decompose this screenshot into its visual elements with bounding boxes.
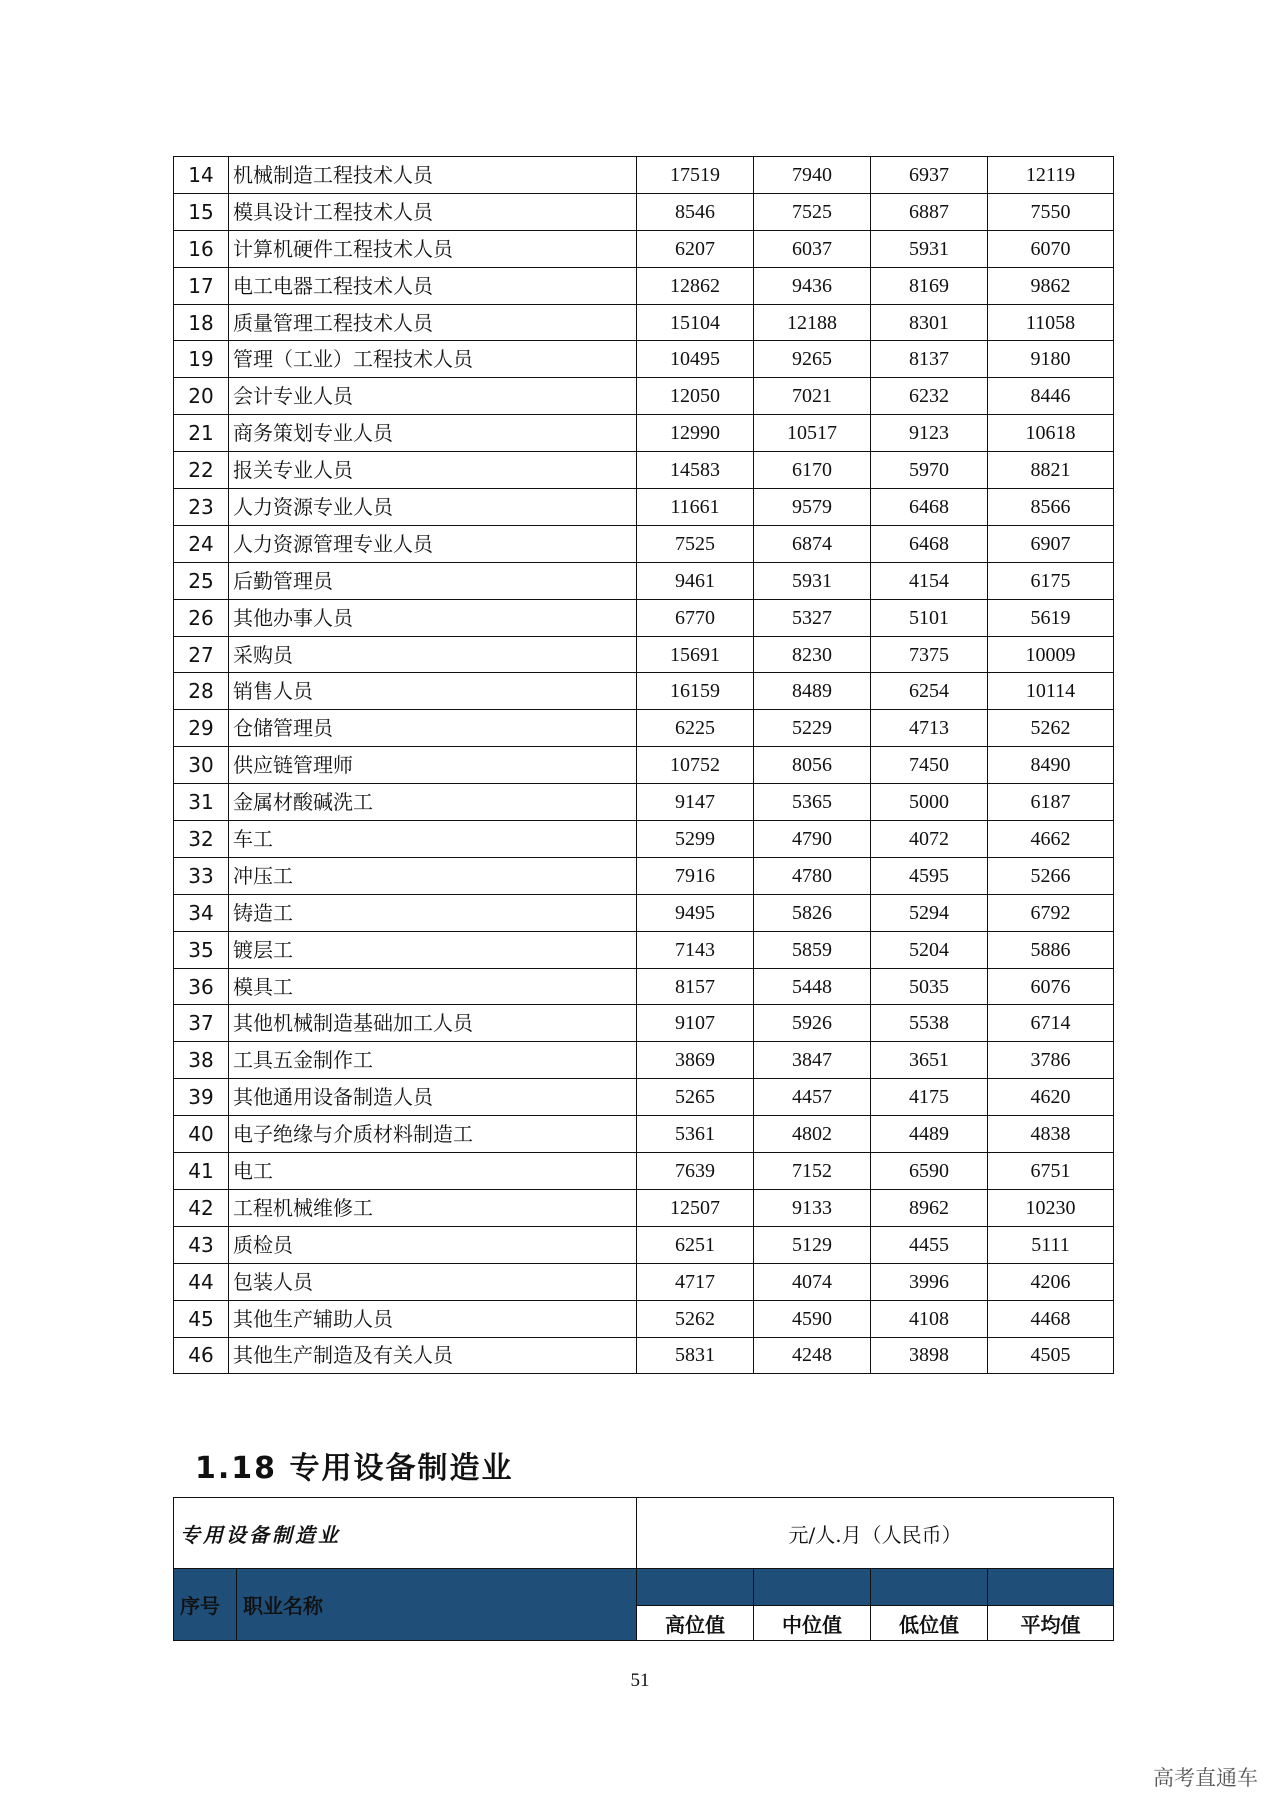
cell-high: 6251	[637, 1226, 754, 1263]
cell-name: 其他生产辅助人员	[229, 1300, 637, 1337]
cell-avg: 6175	[988, 562, 1114, 599]
table-row	[174, 1153, 1114, 1190]
cell-avg: 4662	[988, 821, 1114, 858]
cell-low: 4175	[871, 1079, 988, 1116]
cell-median: 5129	[754, 1226, 871, 1263]
cell-high: 12050	[637, 378, 754, 415]
cell-no: 27	[174, 636, 229, 673]
cell-low: 4455	[871, 1226, 988, 1263]
cell-avg: 6070	[988, 230, 1114, 267]
cell-low: 3898	[871, 1337, 988, 1374]
table-row	[174, 1300, 1114, 1337]
watermark: 高考直通车	[1153, 1766, 1258, 1790]
col-header-band	[754, 1569, 871, 1606]
cell-name: 工具五金制作工	[229, 1042, 637, 1079]
cell-low: 5931	[871, 230, 988, 267]
cell-low: 8962	[871, 1189, 988, 1226]
cell-avg: 9862	[988, 267, 1114, 304]
column-header-row	[174, 1569, 1114, 1606]
cell-avg: 4505	[988, 1337, 1114, 1374]
cell-avg: 4838	[988, 1116, 1114, 1153]
cell-no: 20	[174, 378, 229, 415]
col-header-band	[871, 1569, 988, 1606]
col-header-low: 低位值	[871, 1606, 988, 1641]
cell-avg: 8490	[988, 747, 1114, 784]
cell-high: 5262	[637, 1300, 754, 1337]
cell-median: 9265	[754, 341, 871, 378]
col-header-band	[637, 1569, 754, 1606]
cell-high: 12507	[637, 1189, 754, 1226]
wage-table	[173, 156, 1114, 1374]
cell-name: 销售人员	[229, 673, 637, 710]
cell-high: 12862	[637, 267, 754, 304]
cell-high: 10752	[637, 747, 754, 784]
cell-no: 25	[174, 562, 229, 599]
cell-median: 7021	[754, 378, 871, 415]
table-row	[174, 968, 1114, 1005]
cell-low: 6887	[871, 193, 988, 230]
cell-median: 9436	[754, 267, 871, 304]
table-row	[174, 267, 1114, 304]
cell-median: 4457	[754, 1079, 871, 1116]
cell-high: 8546	[637, 193, 754, 230]
cell-low: 4072	[871, 821, 988, 858]
col-header-avg: 平均值	[988, 1606, 1114, 1641]
cell-no: 39	[174, 1079, 229, 1116]
cell-median: 8489	[754, 673, 871, 710]
cell-no: 29	[174, 710, 229, 747]
cell-name: 后勤管理员	[229, 562, 637, 599]
cell-high: 6770	[637, 599, 754, 636]
cell-name: 机械制造工程技术人员	[229, 157, 637, 194]
cell-no: 34	[174, 894, 229, 931]
cell-name: 铸造工	[229, 894, 637, 931]
table-row	[174, 784, 1114, 821]
cell-median: 6170	[754, 452, 871, 489]
cell-high: 5265	[637, 1079, 754, 1116]
cell-high: 16159	[637, 673, 754, 710]
table-row	[174, 415, 1114, 452]
cell-low: 5000	[871, 784, 988, 821]
cell-avg: 7550	[988, 193, 1114, 230]
cell-no: 17	[174, 267, 229, 304]
cell-median: 5859	[754, 931, 871, 968]
cell-avg: 4620	[988, 1079, 1114, 1116]
table-row	[174, 452, 1114, 489]
cell-no: 28	[174, 673, 229, 710]
cell-median: 12188	[754, 304, 871, 341]
table-row	[174, 341, 1114, 378]
cell-low: 8301	[871, 304, 988, 341]
cell-high: 9495	[637, 894, 754, 931]
cell-name: 电工电器工程技术人员	[229, 267, 637, 304]
industry-label: 专用设备制造业	[174, 1498, 637, 1569]
table-row	[174, 525, 1114, 562]
cell-avg: 6907	[988, 525, 1114, 562]
cell-median: 5448	[754, 968, 871, 1005]
cell-avg: 10009	[988, 636, 1114, 673]
cell-high: 7525	[637, 525, 754, 562]
cell-median: 5229	[754, 710, 871, 747]
cell-no: 18	[174, 304, 229, 341]
cell-low: 3651	[871, 1042, 988, 1079]
cell-high: 7916	[637, 857, 754, 894]
cell-avg: 5619	[988, 599, 1114, 636]
cell-low: 6254	[871, 673, 988, 710]
table-row	[174, 636, 1114, 673]
cell-name: 包装人员	[229, 1263, 637, 1300]
table-row	[174, 821, 1114, 858]
table-row	[174, 157, 1114, 194]
cell-median: 7152	[754, 1153, 871, 1190]
table-row	[174, 562, 1114, 599]
cell-avg: 8446	[988, 378, 1114, 415]
cell-median: 7525	[754, 193, 871, 230]
cell-name: 管理（工业）工程技术人员	[229, 341, 637, 378]
cell-low: 5101	[871, 599, 988, 636]
cell-no: 31	[174, 784, 229, 821]
industry-row	[174, 1498, 1114, 1569]
cell-high: 5361	[637, 1116, 754, 1153]
cell-low: 4713	[871, 710, 988, 747]
cell-high: 9147	[637, 784, 754, 821]
cell-no: 21	[174, 415, 229, 452]
cell-low: 6468	[871, 525, 988, 562]
cell-name: 商务策划专业人员	[229, 415, 637, 452]
cell-high: 15691	[637, 636, 754, 673]
cell-high: 7639	[637, 1153, 754, 1190]
cell-median: 4248	[754, 1337, 871, 1374]
cell-avg: 5262	[988, 710, 1114, 747]
cell-avg: 3786	[988, 1042, 1114, 1079]
cell-avg: 4206	[988, 1263, 1114, 1300]
cell-avg: 6187	[988, 784, 1114, 821]
cell-high: 4717	[637, 1263, 754, 1300]
cell-no: 37	[174, 1005, 229, 1042]
col-header-high: 高位值	[637, 1606, 754, 1641]
cell-low: 5970	[871, 452, 988, 489]
cell-name: 仓储管理员	[229, 710, 637, 747]
cell-no: 45	[174, 1300, 229, 1337]
cell-low: 6590	[871, 1153, 988, 1190]
cell-high: 5299	[637, 821, 754, 858]
cell-median: 7940	[754, 157, 871, 194]
cell-no: 44	[174, 1263, 229, 1300]
cell-avg: 4468	[988, 1300, 1114, 1337]
cell-median: 10517	[754, 415, 871, 452]
cell-no: 16	[174, 230, 229, 267]
cell-name: 模具设计工程技术人员	[229, 193, 637, 230]
cell-no: 24	[174, 525, 229, 562]
cell-median: 4074	[754, 1263, 871, 1300]
cell-median: 5365	[754, 784, 871, 821]
cell-low: 7450	[871, 747, 988, 784]
cell-high: 14583	[637, 452, 754, 489]
cell-name: 质量管理工程技术人员	[229, 304, 637, 341]
cell-no: 15	[174, 193, 229, 230]
cell-median: 5327	[754, 599, 871, 636]
cell-avg: 10230	[988, 1189, 1114, 1226]
cell-low: 8137	[871, 341, 988, 378]
cell-low: 4595	[871, 857, 988, 894]
cell-name: 其他机械制造基础加工人员	[229, 1005, 637, 1042]
cell-name: 电工	[229, 1153, 637, 1190]
cell-name: 镀层工	[229, 931, 637, 968]
cell-low: 6232	[871, 378, 988, 415]
cell-name: 会计专业人员	[229, 378, 637, 415]
cell-no: 19	[174, 341, 229, 378]
table-row	[174, 1116, 1114, 1153]
cell-no: 22	[174, 452, 229, 489]
cell-high: 3869	[637, 1042, 754, 1079]
cell-avg: 8821	[988, 452, 1114, 489]
table-row	[174, 673, 1114, 710]
cell-high: 12990	[637, 415, 754, 452]
cell-high: 11661	[637, 489, 754, 526]
cell-name: 其他生产制造及有关人员	[229, 1337, 637, 1374]
cell-name: 金属材酸碱洗工	[229, 784, 637, 821]
table-row	[174, 1337, 1114, 1374]
table-row	[174, 747, 1114, 784]
cell-no: 42	[174, 1189, 229, 1226]
cell-median: 8056	[754, 747, 871, 784]
cell-low: 3996	[871, 1263, 988, 1300]
cell-high: 9461	[637, 562, 754, 599]
cell-median: 3847	[754, 1042, 871, 1079]
cell-low: 9123	[871, 415, 988, 452]
table-row	[174, 1263, 1114, 1300]
industry-header-table	[173, 1497, 1114, 1641]
cell-high: 6225	[637, 710, 754, 747]
cell-low: 5204	[871, 931, 988, 968]
cell-median: 5926	[754, 1005, 871, 1042]
cell-high: 7143	[637, 931, 754, 968]
cell-avg: 5886	[988, 931, 1114, 968]
cell-median: 4590	[754, 1300, 871, 1337]
table-row	[174, 894, 1114, 931]
unit-label: 元/人.月（人民币）	[637, 1498, 1114, 1569]
cell-name: 人力资源专业人员	[229, 489, 637, 526]
cell-name: 车工	[229, 821, 637, 858]
cell-no: 36	[174, 968, 229, 1005]
cell-low: 5294	[871, 894, 988, 931]
cell-high: 5831	[637, 1337, 754, 1374]
cell-no: 43	[174, 1226, 229, 1263]
cell-avg: 11058	[988, 304, 1114, 341]
cell-low: 7375	[871, 636, 988, 673]
cell-median: 6874	[754, 525, 871, 562]
cell-avg: 9180	[988, 341, 1114, 378]
cell-no: 38	[174, 1042, 229, 1079]
cell-name: 计算机硬件工程技术人员	[229, 230, 637, 267]
cell-name: 质检员	[229, 1226, 637, 1263]
cell-median: 5931	[754, 562, 871, 599]
cell-median: 9579	[754, 489, 871, 526]
cell-avg: 10114	[988, 673, 1114, 710]
cell-low: 4108	[871, 1300, 988, 1337]
cell-median: 6037	[754, 230, 871, 267]
table-row	[174, 489, 1114, 526]
cell-median: 4802	[754, 1116, 871, 1153]
table-row	[174, 599, 1114, 636]
cell-avg: 6792	[988, 894, 1114, 931]
cell-name: 电子绝缘与介质材料制造工	[229, 1116, 637, 1153]
cell-name: 其他通用设备制造人员	[229, 1079, 637, 1116]
cell-no: 14	[174, 157, 229, 194]
page-number: 51	[630, 1670, 650, 1691]
cell-no: 23	[174, 489, 229, 526]
table-row	[174, 193, 1114, 230]
cell-name: 模具工	[229, 968, 637, 1005]
cell-no: 26	[174, 599, 229, 636]
cell-name: 人力资源管理专业人员	[229, 525, 637, 562]
cell-low: 4154	[871, 562, 988, 599]
table-row	[174, 710, 1114, 747]
table-row	[174, 1042, 1114, 1079]
cell-low: 5538	[871, 1005, 988, 1042]
cell-name: 冲压工	[229, 857, 637, 894]
cell-median: 8230	[754, 636, 871, 673]
table-row	[174, 1226, 1114, 1263]
col-header-band	[988, 1569, 1114, 1606]
cell-name: 报关专业人员	[229, 452, 637, 489]
section-title: 1.18 专用设备制造业	[195, 1451, 514, 1486]
table-row	[174, 304, 1114, 341]
cell-high: 6207	[637, 230, 754, 267]
cell-name: 其他办事人员	[229, 599, 637, 636]
table-row	[174, 230, 1114, 267]
cell-name: 供应链管理师	[229, 747, 637, 784]
table-row	[174, 378, 1114, 415]
cell-no: 35	[174, 931, 229, 968]
cell-name: 采购员	[229, 636, 637, 673]
cell-high: 17519	[637, 157, 754, 194]
cell-low: 6468	[871, 489, 988, 526]
cell-avg: 10618	[988, 415, 1114, 452]
cell-avg: 6751	[988, 1153, 1114, 1190]
cell-no: 41	[174, 1153, 229, 1190]
cell-high: 15104	[637, 304, 754, 341]
cell-no: 40	[174, 1116, 229, 1153]
col-header-name: 职业名称	[237, 1569, 637, 1641]
cell-low: 8169	[871, 267, 988, 304]
table-row	[174, 1189, 1114, 1226]
col-header-median: 中位值	[754, 1606, 871, 1641]
table-row	[174, 857, 1114, 894]
cell-median: 9133	[754, 1189, 871, 1226]
cell-no: 30	[174, 747, 229, 784]
cell-avg: 5266	[988, 857, 1114, 894]
cell-no: 32	[174, 821, 229, 858]
cell-high: 10495	[637, 341, 754, 378]
cell-low: 6937	[871, 157, 988, 194]
cell-high: 9107	[637, 1005, 754, 1042]
cell-avg: 5111	[988, 1226, 1114, 1263]
table-row	[174, 1079, 1114, 1116]
cell-avg: 12119	[988, 157, 1114, 194]
cell-avg: 6714	[988, 1005, 1114, 1042]
cell-avg: 8566	[988, 489, 1114, 526]
col-header-no: 序号	[174, 1569, 237, 1641]
table-row	[174, 931, 1114, 968]
cell-no: 33	[174, 857, 229, 894]
cell-median: 5826	[754, 894, 871, 931]
cell-high: 8157	[637, 968, 754, 1005]
cell-low: 5035	[871, 968, 988, 1005]
cell-low: 4489	[871, 1116, 988, 1153]
cell-avg: 6076	[988, 968, 1114, 1005]
wage-table-body	[174, 157, 1114, 1374]
cell-name: 工程机械维修工	[229, 1189, 637, 1226]
cell-no: 46	[174, 1337, 229, 1374]
table-row	[174, 1005, 1114, 1042]
cell-median: 4790	[754, 821, 871, 858]
cell-median: 4780	[754, 857, 871, 894]
